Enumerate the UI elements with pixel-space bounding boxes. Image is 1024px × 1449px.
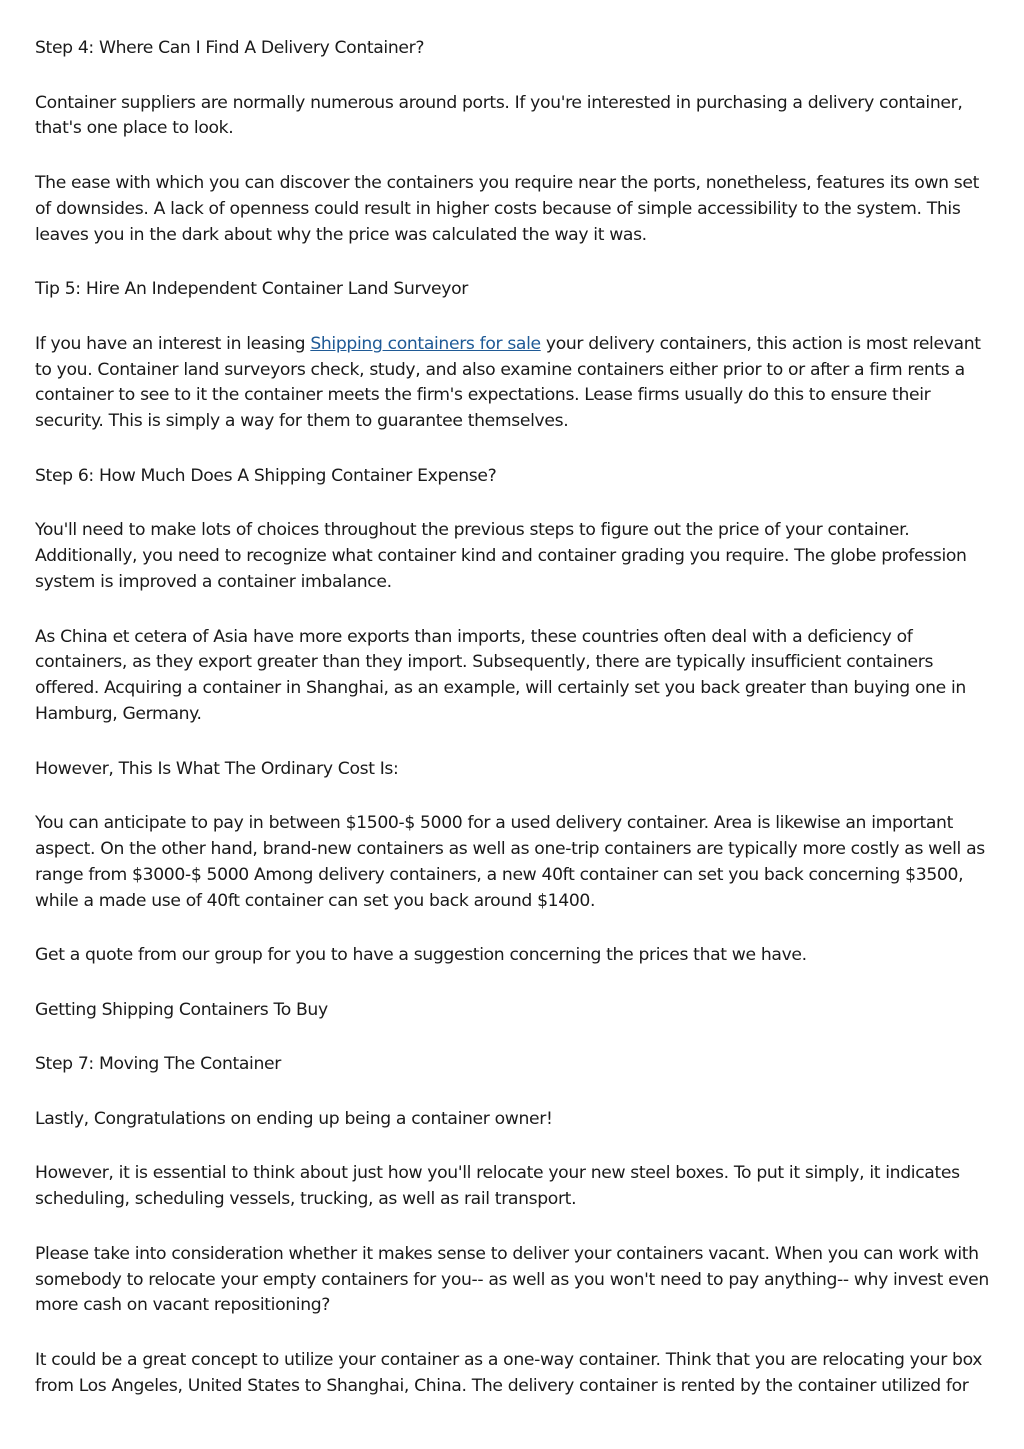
document-body (35, 36, 995, 1428)
shipping-containers-for-sale-link[interactable]: Shipping containers for sale (310, 333, 541, 354)
paragraph-deliver-vacant: Please take into consideration whether it makes sense to deliver your containers vacant. When you can work with somebody to relocate your empty containers for you-- as well as you won't need to pay anything-- why invest even more cash on vacant repositioning? (35, 1243, 989, 1316)
leasing-text-after: your delivery containers, this action is most relevant to you. Container land surveyors check, study, and also examine containers either prior to or after a firm rents a container to see to it the container meets the firm's expectations. Lease firms usually do this to ensure their security. This is simply a way for them to guarantee themselves. (35, 333, 981, 432)
getting-containers-heading: Getting Shipping Containers To Buy (35, 999, 328, 1020)
step-6-heading: Step 6: How Much Does A Shipping Container Expense? (35, 465, 497, 486)
step-4-heading: Step 4: Where Can I Find A Delivery Container? (35, 38, 425, 58)
paragraph-choices: You'll need to make lots of choices throughout the previous steps to figure out the price of your container. Additionally, you need to recognize what container kind and container grading you require. The globe profession system is improved a container imbalance. (35, 520, 967, 592)
paragraph-china-asia: As China et cetera of Asia have more exports than imports, these countries often deal with a deficiency of containers, as they export greater than they import. Subsequently, there are typically insufficient containers offered. Acquiring a container in Shanghai, as an example, will certainly set you back greater than buying one in Hamburg, Germany. (35, 626, 966, 724)
paragraph-price-range: You can anticipate to pay in between $1500-$ 5000 for a used delivery container. Area is likewise an important aspect. On the other hand, brand-new containers as well as one-trip containers are typically more costly as well as range from $3000-$ 5000 Among delivery containers, a new 40ft container can set you back concerning $3500, while a made use of 40ft container can set you back around $1400. (35, 813, 985, 911)
tip-5-heading: Tip 5: Hire An Independent Container Land Surveyor (35, 279, 468, 300)
paragraph-congratulations: Lastly, Congratulations on ending up being a container owner! (35, 1108, 553, 1129)
paragraph-relocate-boxes: However, it is essential to think about just how you'll relocate your new steel boxes. To put it simply, it indicates scheduling, scheduling vessels, trucking, as well as rail transport. (35, 1163, 960, 1210)
step-7-heading: Step 7: Moving The Container (35, 1054, 281, 1075)
paragraph-get-quote: Get a quote from our group for you to have a suggestion concerning the prices that we have. (35, 945, 807, 966)
paragraph-container-suppliers: Container suppliers are normally numerous around ports. If you're interested in purchasing a delivery container, that's one place to look. (35, 92, 963, 139)
paragraph-ease-of-discovery: The ease with which you can discover the containers you require near the ports, nonetheless, features its own set of downsides. A lack of openness could result in higher costs because of simple accessibility to the system. This leaves you in the dark about why the price was calculated the way it was. (35, 172, 980, 245)
leasing-text-before: If you have an interest in leasing (35, 333, 311, 354)
ordinary-cost-heading: However, This Is What The Ordinary Cost Is: (35, 758, 399, 779)
paragraph-leasing (35, 332, 995, 435)
paragraph-one-way-container: It could be a great concept to utilize your container as a one-way container. Think that you are relocating your box from Los Angeles, United States to Shanghai, China. The delivery container is rented by the container utilized for (35, 1350, 983, 1396)
